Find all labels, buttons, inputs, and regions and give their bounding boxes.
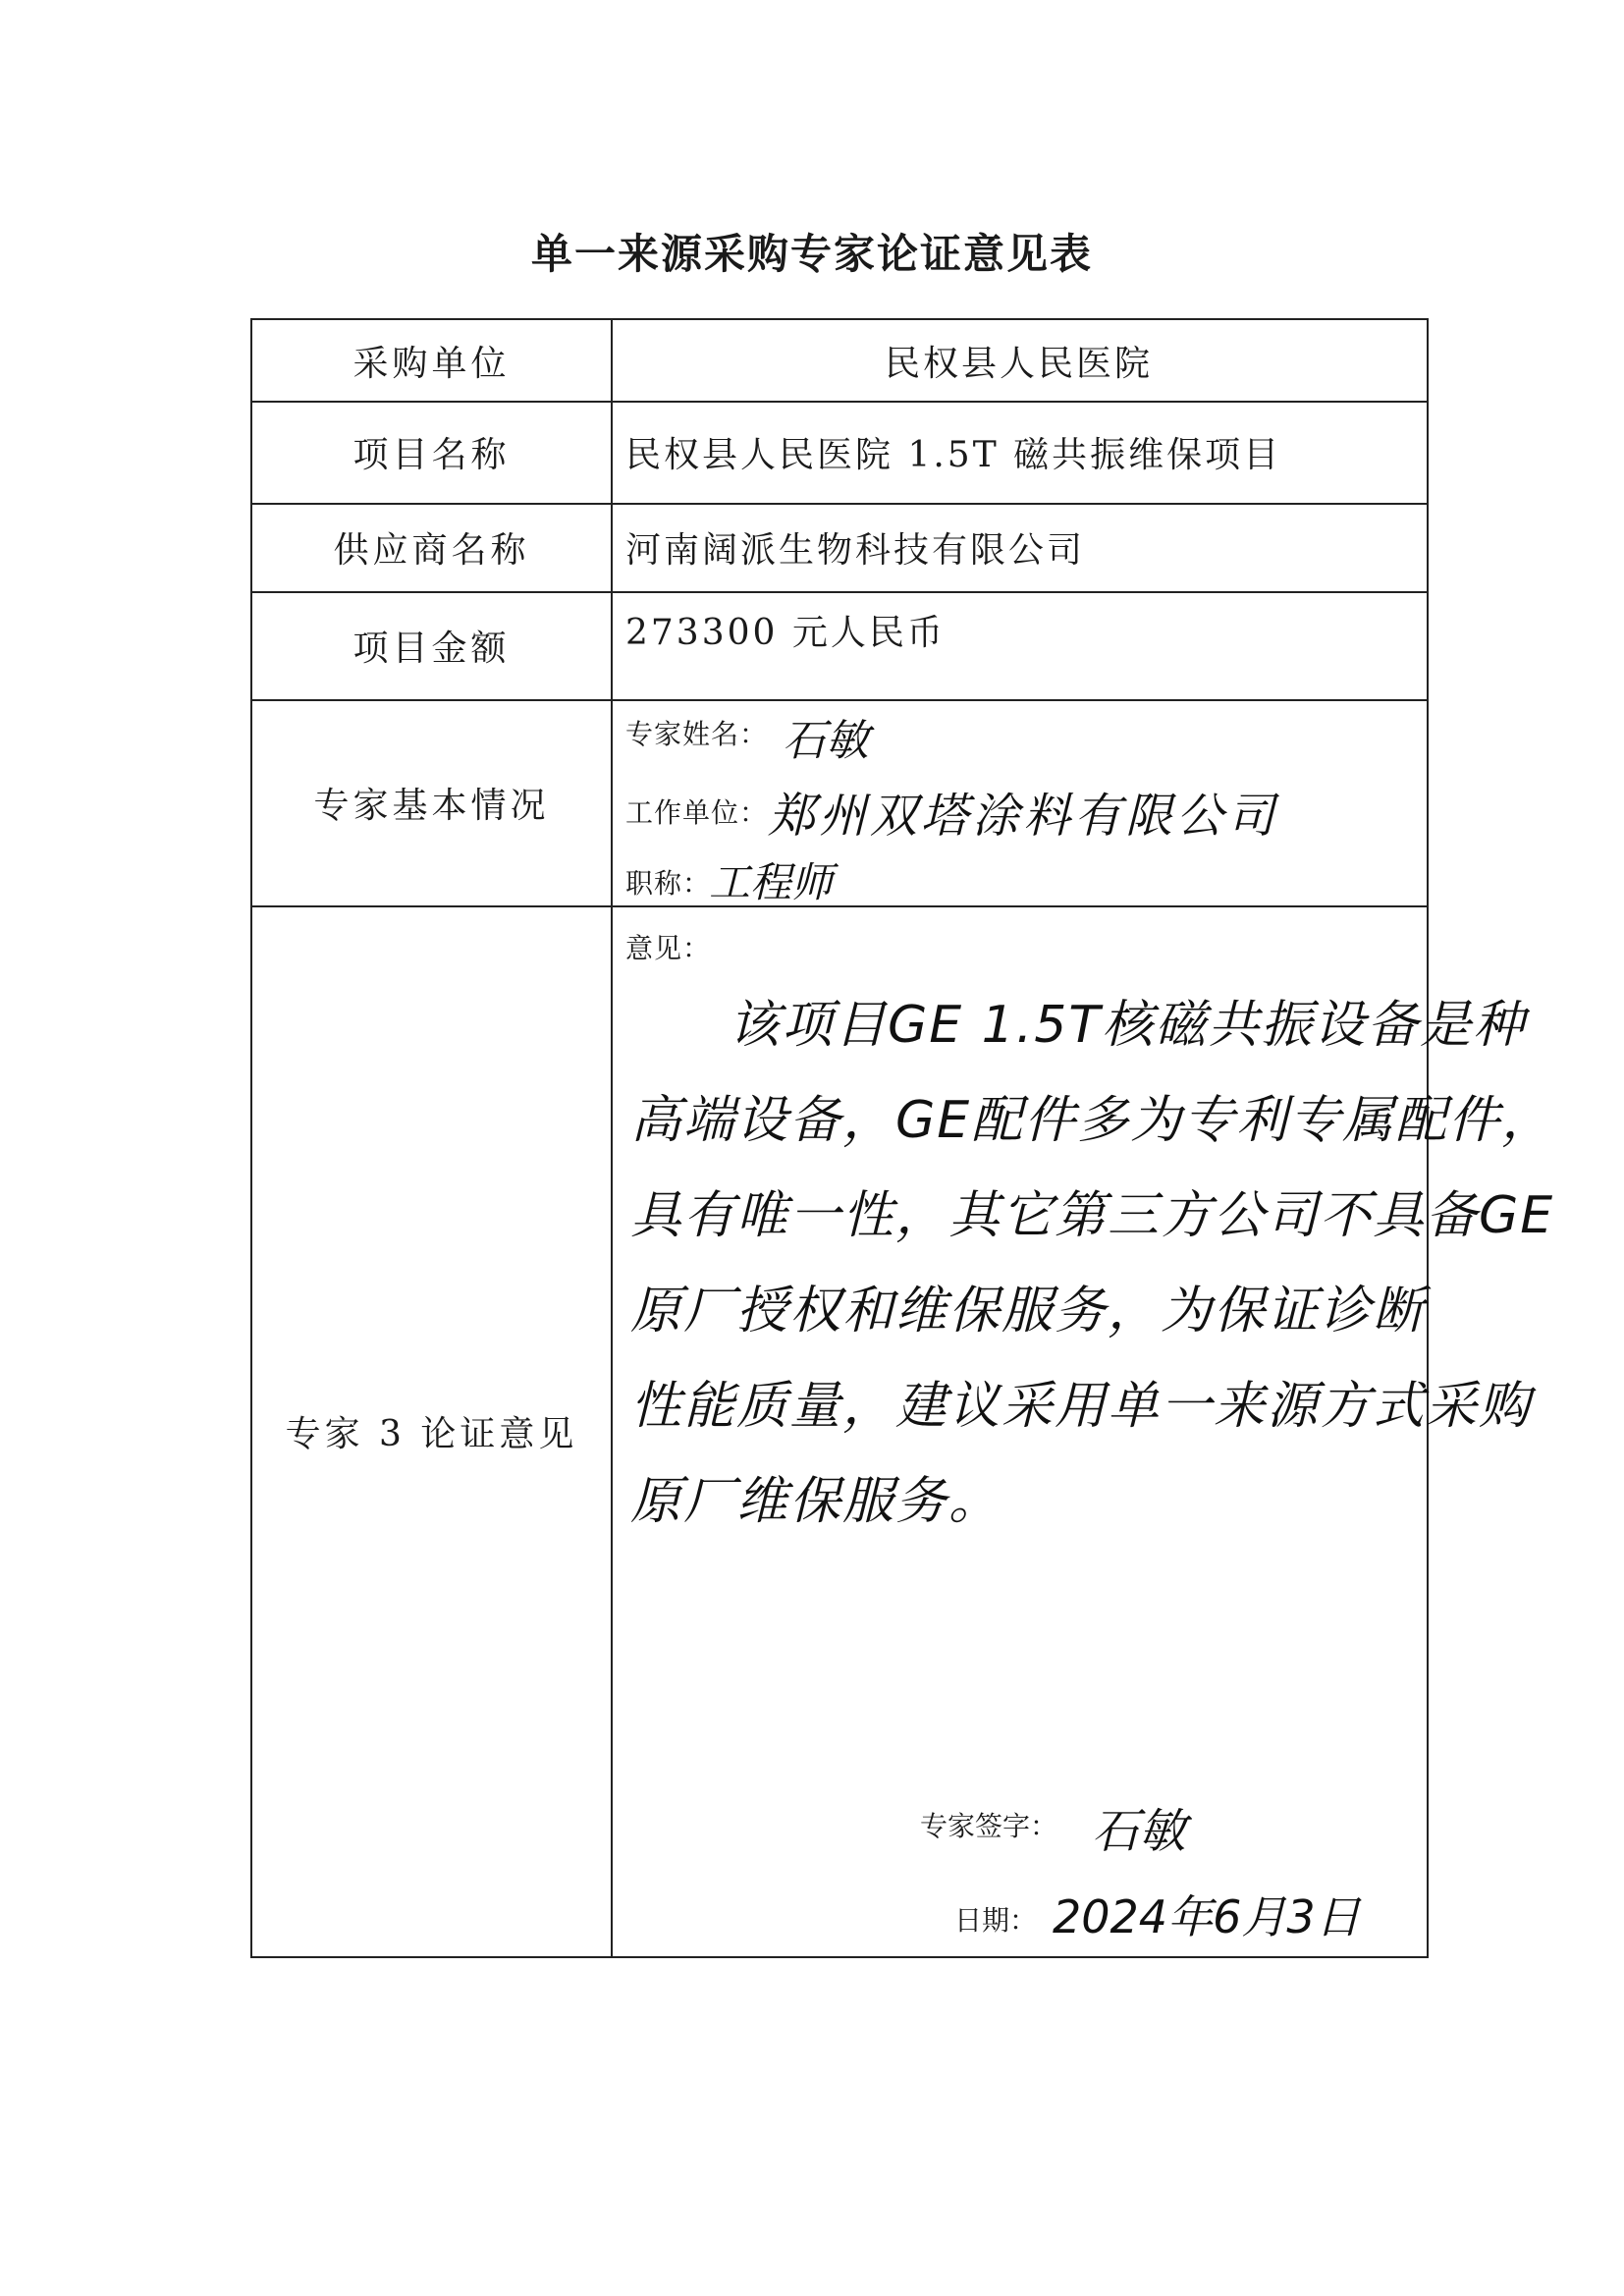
expert-name-handwritten: 石敏 bbox=[783, 716, 869, 766]
signature-handwritten: 石敏 bbox=[1092, 1804, 1187, 1859]
work-unit-label: 工作单位： bbox=[625, 796, 769, 829]
expert-info-label: 专家基本情况 bbox=[313, 785, 550, 826]
supplier-value: 河南阔派生物科技有限公司 bbox=[625, 529, 1086, 571]
professional-title-label: 职称： bbox=[625, 867, 712, 900]
purchaser-value: 民权县人民医院 bbox=[884, 343, 1153, 384]
date-label: 日期： bbox=[954, 1904, 1038, 1937]
opinion-label: 意见： bbox=[625, 932, 712, 964]
amount-value: 273300 元人民币 bbox=[625, 612, 946, 653]
project-name-label: 项目名称 bbox=[352, 434, 511, 475]
professional-title-handwritten: 工程师 bbox=[709, 858, 834, 906]
opinion-line: 高端设备，GE配件多为专利专属配件， bbox=[630, 1091, 1555, 1150]
opinion-form-table bbox=[250, 318, 1555, 1958]
opinion-row-label: 专家 3 论证意见 bbox=[285, 1413, 578, 1454]
opinion-line: 原厂授权和维保服务，为保证诊断 bbox=[630, 1282, 1427, 1340]
handwritten-opinion bbox=[630, 978, 1555, 1550]
expert-name-label: 专家姓名： bbox=[625, 718, 769, 750]
date-handwritten: 2024年6月3日 bbox=[1053, 1890, 1361, 1943]
work-unit-handwritten: 郑州双塔涂料有限公司 bbox=[768, 789, 1279, 844]
supplier-label: 供应商名称 bbox=[333, 529, 530, 571]
opinion-line: 该项目GE 1.5T核磁共振设备是种 bbox=[729, 996, 1527, 1055]
opinion-line: 性能质量，建议采用单一来源方式采购 bbox=[630, 1377, 1533, 1436]
signature-label: 专家签字： bbox=[920, 1810, 1058, 1842]
document-title: 单一来源采购专家论证意见表 bbox=[530, 230, 1093, 278]
project-name-value: 民权县人民医院 1.5T 磁共振维保项目 bbox=[625, 434, 1282, 475]
amount-label: 项目金额 bbox=[352, 628, 511, 669]
purchaser-label: 采购单位 bbox=[352, 343, 511, 384]
opinion-line: 原厂维保服务。 bbox=[630, 1472, 1002, 1531]
opinion-line: 具有唯一性，其它第三方公司不具备GE bbox=[630, 1186, 1555, 1245]
